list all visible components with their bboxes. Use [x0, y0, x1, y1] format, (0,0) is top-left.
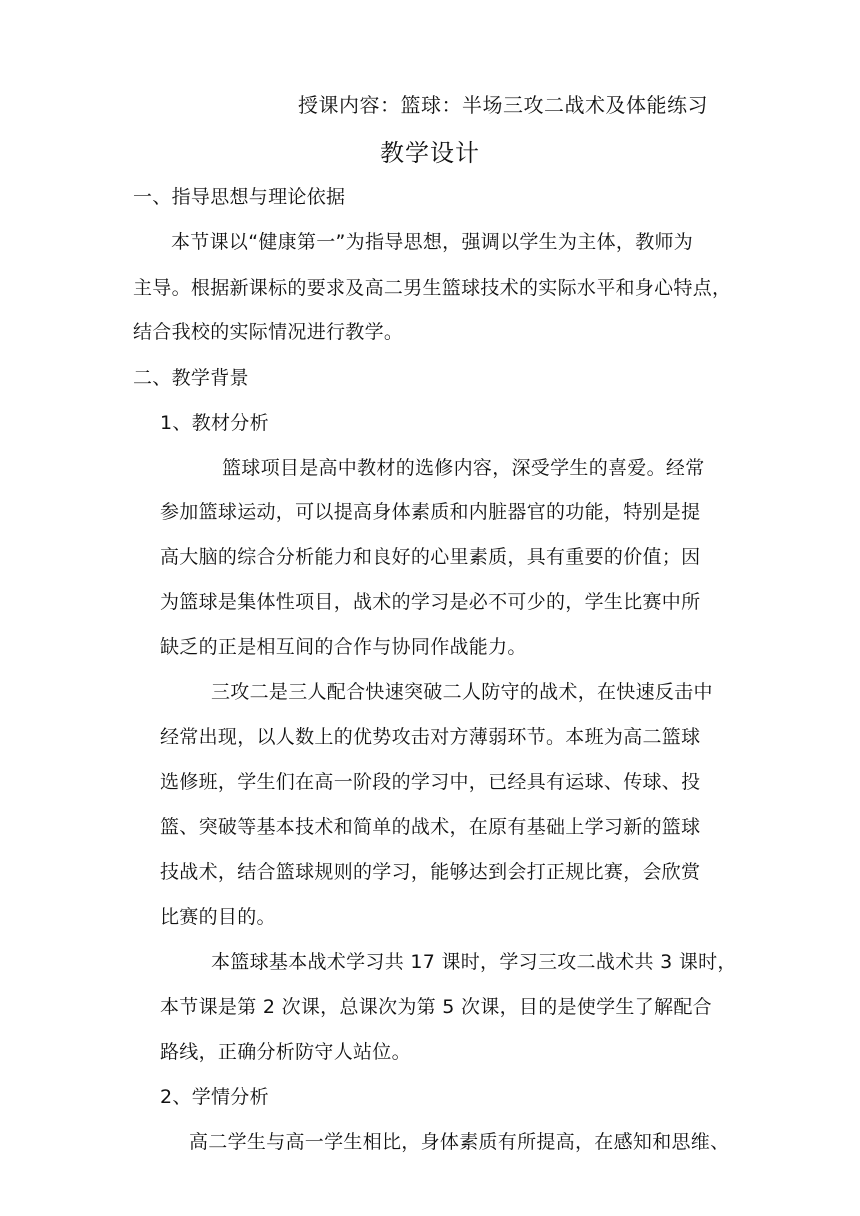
- paragraph-line: 结合我校的实际情况进行教学。: [133, 321, 404, 343]
- subsection-heading-1: 1、教材分析: [160, 412, 269, 434]
- paragraph-line: 高二学生与高一学生相比，身体素质有所提高，在感知和思维、: [189, 1131, 730, 1153]
- section-heading-2: 二、教学背景: [133, 367, 249, 389]
- paragraph-line: 比赛的目的。: [160, 906, 276, 928]
- paragraph-line: 参加篮球运动，可以提高身体素质和内脏器官的功能，特别是提: [160, 501, 701, 523]
- paragraph-line: 主导。根据新课标的要求及高二男生篮球技术的实际水平和身心特点，: [133, 277, 732, 299]
- paragraph-line: 技战术，结合篮球规则的学习，能够达到会打正规比赛，会欣赏: [160, 861, 701, 883]
- paragraph-line: 选修班，学生们在高一阶段的学习中，已经具有运球、传球、投: [160, 771, 701, 793]
- subsection-heading-2: 2、学情分析: [160, 1086, 269, 1108]
- document-title: 教学设计: [380, 139, 480, 167]
- paragraph-line: 为篮球是集体性项目，战术的学习是必不可少的，学生比赛中所: [160, 591, 701, 613]
- paragraph-line: 缺乏的正是相互间的合作与协同作战能力。: [160, 636, 527, 658]
- paragraph-line: 路线，正确分析防守人站位。: [160, 1041, 411, 1063]
- paragraph-line: 高大脑的综合分析能力和良好的心里素质，具有重要的价值；因: [160, 546, 701, 568]
- paragraph-line: 三攻二是三人配合快速突破二人防守的战术，在快速反击中: [211, 681, 713, 703]
- lesson-subtitle: 授课内容：篮球：半场三攻二战术及体能练习: [298, 93, 708, 117]
- paragraph-line: 篮、突破等基本技术和简单的战术，在原有基础上学习新的篮球: [160, 816, 701, 838]
- paragraph-line: 本节课以“健康第一”为指导思想，强调以学生为主体，教师为: [171, 231, 694, 253]
- paragraph-line: 本节课是第 2 次课，总课次为第 5 次课，目的是使学生了解配合: [160, 996, 712, 1018]
- paragraph-line: 本篮球基本战术学习共 17 课时，学习三攻二战术共 3 课时，: [211, 951, 737, 973]
- paragraph-line: 篮球项目是高中教材的选修内容，深受学生的喜爱。经常: [222, 457, 705, 479]
- section-heading-1: 一、指导思想与理论依据: [133, 186, 346, 208]
- paragraph-line: 经常出现，以人数上的优势攻击对方薄弱环节。本班为高二篮球: [160, 726, 701, 748]
